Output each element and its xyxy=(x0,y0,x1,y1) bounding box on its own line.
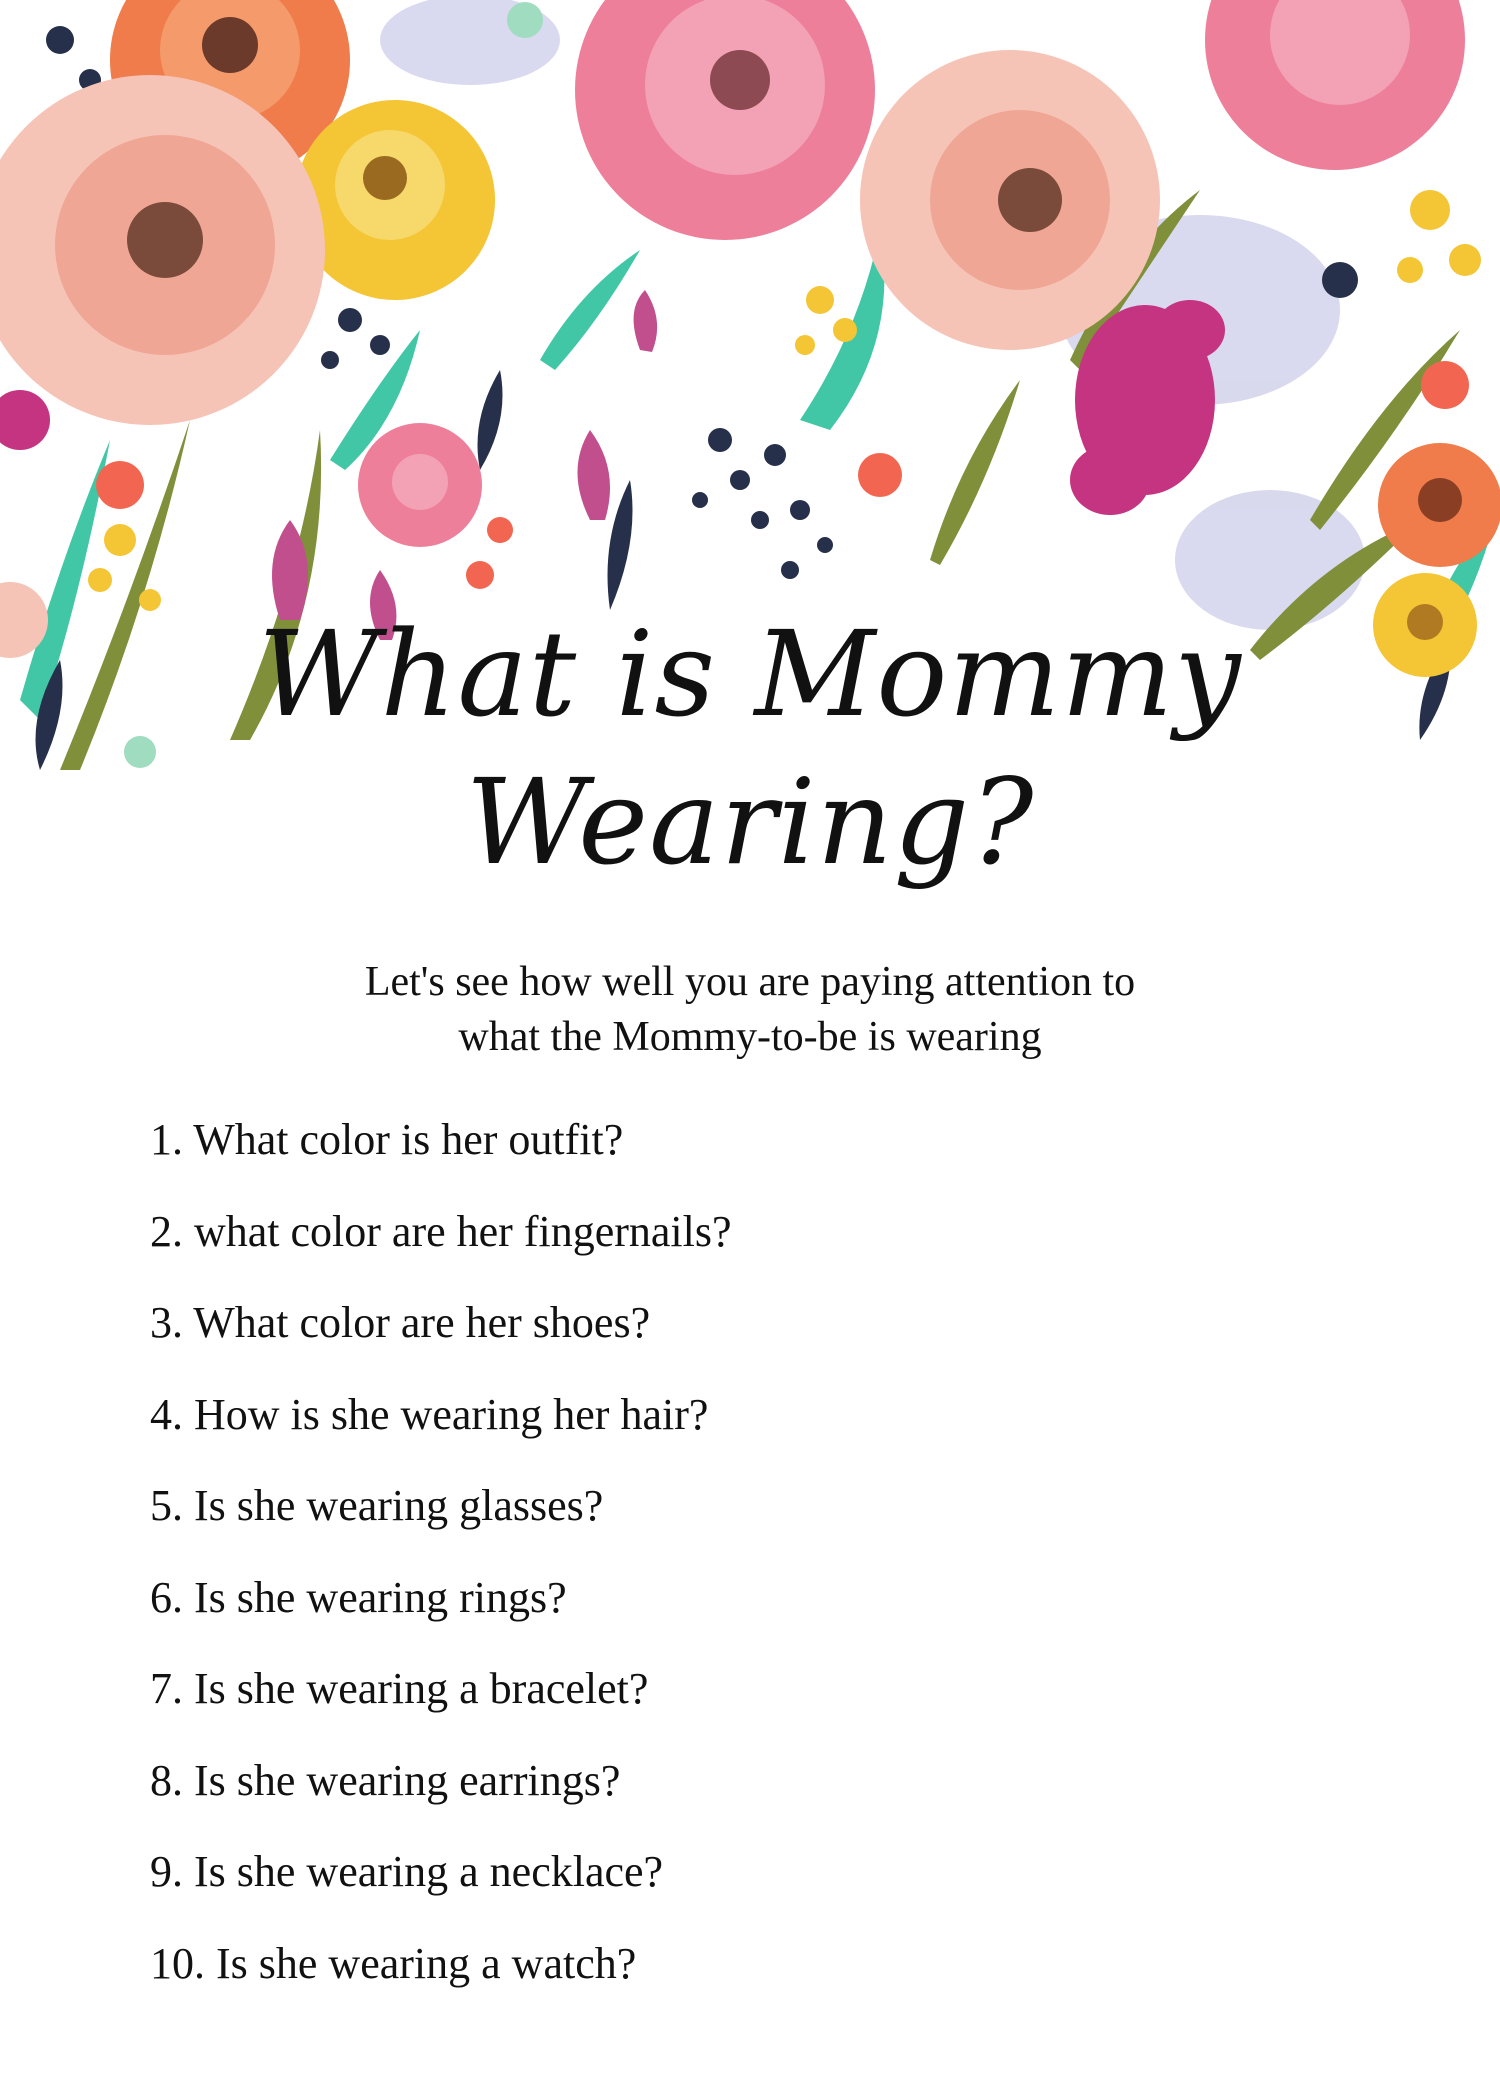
title-line-1: What is Mommy xyxy=(258,605,1242,743)
question-item: 7. Is she wearing a bracelet? xyxy=(150,1664,649,1713)
subtitle-line-1: Let's see how well you are paying attention to xyxy=(364,959,1136,1005)
question-item: 2. what color are her fingernails? xyxy=(150,1206,732,1256)
game-title xyxy=(250,600,1250,896)
question-item: 3. What color are her shoes? xyxy=(150,1298,651,1347)
question-item: 6. Is she wearing rings? xyxy=(150,1572,567,1622)
blush-rose xyxy=(0,50,1160,658)
question-list xyxy=(150,1110,1350,2025)
question-item: 9. Is she wearing a necklace? xyxy=(150,1847,664,1896)
subtitle-line-2: what the Mommy-to-be is wearing xyxy=(458,1014,1042,1060)
question-item: 5. Is she wearing glasses? xyxy=(150,1481,604,1530)
title-line-2: Wearing? xyxy=(465,753,1035,891)
question-item: 4. How is she wearing her hair? xyxy=(150,1389,709,1439)
question-item: 10. Is she wearing a watch? xyxy=(150,1938,637,1988)
game-instructions xyxy=(200,955,1300,1065)
question-item: 8. Is she wearing earrings? xyxy=(150,1755,621,1805)
question-item: 1. What color is her outfit? xyxy=(150,1115,624,1164)
